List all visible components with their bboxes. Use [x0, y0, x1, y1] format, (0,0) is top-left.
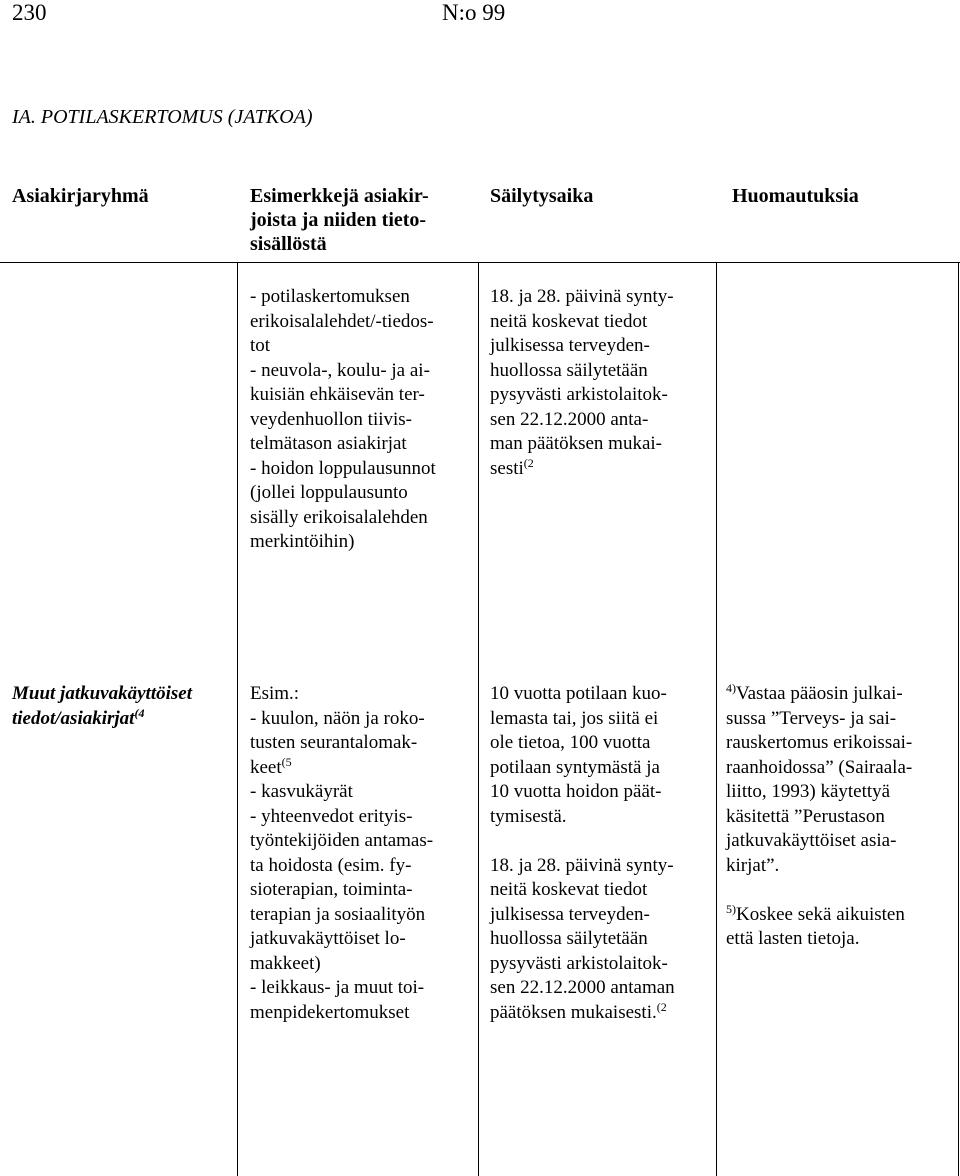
text-line: - kuulon, näön ja roko- — [250, 707, 425, 729]
text-line — [490, 457, 715, 482]
footnote-ref: (4 — [134, 705, 145, 720]
text-line: kuisiän ehkäisevän ter- — [250, 384, 425, 405]
header-document-group: Asiakirjaryhmä — [12, 185, 149, 207]
text-line: (jollei loppulausunto — [250, 482, 408, 503]
text-line: telmätason asiakirjat — [250, 433, 407, 454]
text-line: man päätöksen mukai- — [490, 433, 663, 454]
text-line: työntekijöiden antamas- — [250, 830, 434, 851]
text-line: - leikkaus- ja muut toi- — [250, 977, 425, 998]
paragraph-gap — [726, 878, 954, 903]
text-line — [726, 682, 954, 707]
column-divider — [958, 262, 959, 1176]
footnote-ref: (2 — [656, 999, 667, 1014]
header-examples — [250, 184, 470, 256]
text-fragment: Vastaa pääosin julkai- — [736, 683, 903, 704]
text-line: - hoidon loppulausunnot — [250, 457, 436, 479]
text-line: kirjat”. — [726, 854, 780, 876]
row1-retention — [490, 285, 715, 481]
text-line: neitä koskevat tiedot — [490, 310, 648, 332]
text-fragment: Koskee sekä aikuisten — [736, 903, 905, 925]
text-line: 10 vuotta potilaan kuo- — [490, 683, 667, 704]
text-fragment: sesti — [490, 457, 524, 479]
section-title: IA. POTILASKERTOMUS (JATKOA) — [12, 106, 313, 128]
footnote-marker: 5) — [726, 901, 736, 916]
text-line — [726, 903, 954, 928]
text-line: menpidekertomukset — [250, 1001, 410, 1023]
text-fragment: päätöksen mukaisesti. — [490, 1001, 657, 1023]
text-line: tot — [250, 335, 271, 356]
text-line: - kasvukäyrät — [250, 781, 353, 802]
page-number: 230 — [12, 0, 47, 25]
header-examples-line: joista ja niiden tieto- — [250, 209, 427, 231]
text-line: pysyvästi arkistolaitok- — [490, 952, 668, 974]
text-line: ta hoidosta (esim. fy- — [250, 854, 412, 876]
text-line: käsitettä ”Perustason — [726, 805, 885, 827]
text-line: ole tietoa, 100 vuotta — [490, 732, 651, 753]
text-line: huollossa säilytetään — [490, 928, 648, 949]
text-line: julkisessa terveyden- — [490, 335, 650, 356]
text-line: merkintöihin) — [250, 531, 355, 552]
text-line: makkeet) — [250, 952, 321, 974]
header-notes: Huomautuksia — [732, 185, 859, 207]
text-line — [490, 1001, 715, 1026]
text-line: terapian ja sosiaalityön — [250, 903, 426, 925]
text-line: sisälly erikoisalalehden — [250, 506, 428, 528]
text-line: lemasta tai, jos siitä ei — [490, 707, 659, 729]
text-line: tusten seurantalomak- — [250, 732, 418, 753]
text-line: sen 22.12.2000 anta- — [490, 408, 649, 430]
text-line: - potilaskertomuksen — [250, 286, 410, 307]
row2-notes — [726, 682, 954, 952]
text-line: pysyvästi arkistolaitok- — [490, 384, 668, 405]
text-line: huollossa säilytetään — [490, 359, 648, 381]
text-line: Esim.: — [250, 683, 300, 704]
footnote-ref: (2 — [523, 455, 534, 470]
row2-retention — [490, 682, 715, 1025]
text-line: tymisestä. — [490, 805, 567, 827]
column-divider — [478, 262, 479, 1176]
text-line: 10 vuotta hoidon päät- — [490, 781, 662, 802]
paragraph-gap — [490, 829, 715, 854]
text-line: potilaan syntymästä ja — [490, 756, 660, 778]
text-line: rauskertomus erikoissai- — [726, 732, 913, 753]
text-line: sioterapian, toiminta- — [250, 879, 413, 900]
text-line: jatkuvakäyttöiset asia- — [726, 830, 897, 851]
text-line — [250, 756, 475, 781]
column-divider — [237, 262, 238, 1176]
text-line: veydenhuollon tiivis- — [250, 408, 413, 430]
text-line: jatkuvakäyttöiset lo- — [250, 928, 406, 949]
row2-examples — [250, 682, 475, 1025]
row1-examples — [250, 285, 475, 555]
text-line: liitto, 1993) käytettyä — [726, 781, 891, 802]
footnote-marker: 4) — [726, 681, 736, 695]
text-fragment: keet — [250, 756, 282, 778]
column-divider — [716, 262, 717, 1176]
text-line: sen 22.12.2000 antaman — [490, 977, 675, 998]
issue-number: N:o 99 — [442, 0, 506, 25]
text-line: 18. ja 28. päivinä synty- — [490, 286, 674, 307]
text-line: sussa ”Terveys- ja sai- — [726, 707, 897, 729]
footnote-ref: (5 — [281, 754, 292, 769]
header-retention: Säilytysaika — [490, 185, 594, 207]
text-line: raanhoidossa” (Sairaala- — [726, 756, 913, 778]
header-examples-line: sisällöstä — [250, 233, 327, 255]
text-line: neitä koskevat tiedot — [490, 879, 648, 900]
text-line: - neuvola-, koulu- ja ai- — [250, 359, 430, 381]
text-fragment: tiedot/asiakirjat — [12, 707, 135, 729]
text-line: - yhteenvedot erityis- — [250, 805, 413, 827]
text-line — [12, 707, 232, 732]
text-line: julkisessa terveyden- — [490, 903, 650, 925]
text-line: 18. ja 28. päivinä synty- — [490, 854, 674, 876]
text-line: erikoisalalehdet/-tiedos- — [250, 310, 434, 332]
text-line: Muut jatkuvakäyttöiset — [12, 683, 192, 704]
header-examples-line: Esimerkkejä asiakir- — [250, 185, 429, 207]
row2-document-group — [12, 682, 232, 731]
text-line: että lasten tietoja. — [726, 928, 860, 949]
table-rule — [0, 262, 960, 263]
